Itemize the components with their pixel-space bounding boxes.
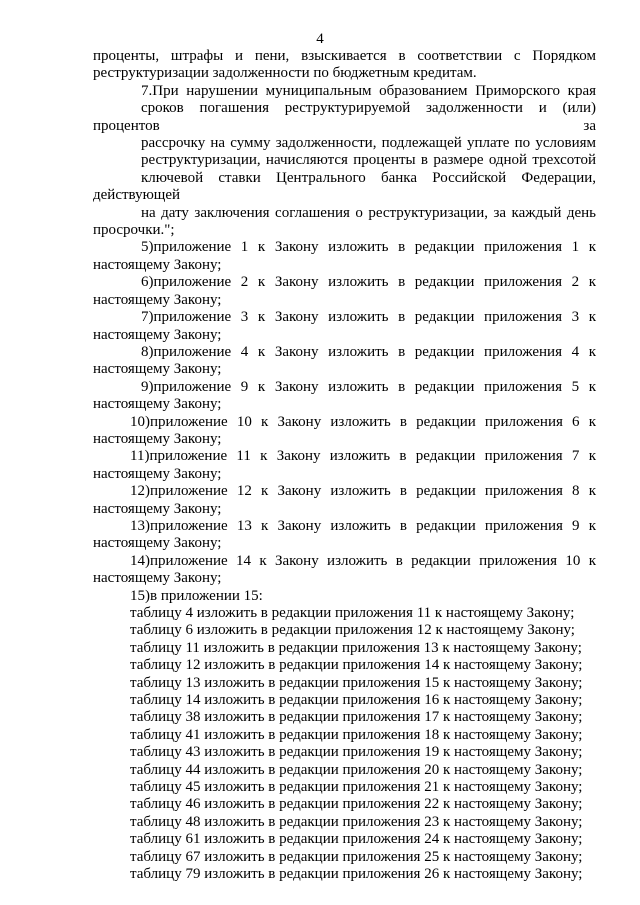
list-item: таблицу 12 изложить в редакции приложения 14 к настоящему Закону; [130, 657, 583, 674]
text-line: настоящему Закону; [93, 535, 222, 552]
text-line: настоящему Закону; [93, 326, 222, 343]
list-item [93, 414, 596, 449]
list-item: таблицу 79 изложить в редакции приложения 26 к настоящему Закону; [130, 866, 583, 883]
list-item [93, 448, 596, 483]
text-line: на дату заключения соглашения о реструктуризации, за каждый день [141, 204, 596, 221]
text-line: рассрочку на сумму задолженности, подлежащей уплате по условиям [141, 135, 596, 152]
text-line: настоящему Закону; [93, 570, 222, 587]
document-body [93, 48, 596, 884]
list-item: таблицу 67 изложить в редакции приложения 25 к настоящему Закону; [130, 848, 583, 865]
text-line: настоящему Закону; [93, 361, 222, 378]
list-item [93, 239, 596, 274]
text-line: 7.При нарушении муниципальным образованием Приморского края [141, 82, 596, 99]
text-line: 13)приложение 13 к Закону изложить в редакции приложения 9 к [130, 517, 596, 534]
list-item: таблицу 61 изложить в редакции приложения 24 к настоящему Закону; [130, 831, 583, 848]
page-number: 4 [316, 31, 324, 47]
text-line: 10)приложение 10 к Закону изложить в редакции приложения 6 к [130, 413, 596, 430]
list-item: таблицу 45 изложить в редакции приложения 21 к настоящему Закону; [130, 779, 583, 796]
text-line: настоящему Закону; [93, 500, 222, 517]
list-item: таблицу 13 изложить в редакции приложения 15 к настоящему Закону; [130, 674, 583, 691]
table-list [93, 605, 596, 884]
intro-paragraph [93, 48, 596, 83]
appendix-15-heading: 15)в приложении 15: [130, 587, 263, 604]
text-line: настоящему Закону; [93, 291, 222, 308]
text-line: просрочки."; [93, 222, 175, 239]
list-item: таблицу 46 изложить в редакции приложения 22 к настоящему Закону; [130, 796, 583, 813]
text-line: настоящему Закону; [93, 465, 222, 482]
text-line: 12)приложение 12 к Закону изложить в редакции приложения 8 к [130, 483, 596, 500]
text-line: 9)приложение 9 к Закону изложить в редакции приложения 5 к [141, 378, 596, 395]
text-line: 14)приложение 14 к Закону изложить в редакции приложения 10 к [130, 552, 596, 569]
list-item [93, 553, 596, 588]
list-item [93, 274, 596, 309]
text-line: настоящему Закону; [93, 256, 222, 273]
list-item: таблицу 11 изложить в редакции приложения 13 к настоящему Закону; [130, 639, 582, 656]
text-line: ключевой ставки Центрального банка Российской Федерации, действующей [93, 169, 596, 204]
text-line: настоящему Закону; [93, 430, 222, 447]
list-item [93, 379, 596, 414]
text-line: 7)приложение 3 к Закону изложить в редакции приложения 3 к [141, 309, 596, 326]
list-item [93, 344, 596, 379]
text-line: 5)приложение 1 к Закону изложить в редакции приложения 1 к [141, 239, 596, 256]
list-item: таблицу 4 изложить в редакции приложения 11 к настоящему Закону; [130, 605, 575, 621]
text-line: 11)приложение 11 к Закону изложить в редакции приложения 7 к [130, 448, 596, 465]
list-item: таблицу 43 изложить в редакции приложения 19 к настоящему Закону; [130, 744, 583, 761]
text-line: проценты, штрафы и пени, взыскивается в соответствии с Порядком [93, 48, 596, 64]
point-7-paragraph [93, 83, 596, 240]
text-line: реструктуризации, начисляются проценты в размере одной трехсотой [141, 152, 596, 169]
list-item: таблицу 6 изложить в редакции приложения 12 к настоящему Закону; [130, 622, 575, 639]
list-item: таблицу 41 изложить в редакции приложения 18 к настоящему Закону; [130, 726, 583, 743]
text-line: сроков погашения реструктурируемой задолженности и (или) процентов за [93, 100, 596, 134]
text-line: 6)приложение 2 к Закону изложить в редакции приложения 2 к [141, 274, 596, 291]
list-item: таблицу 14 изложить в редакции приложения 16 к настоящему Закону; [130, 692, 583, 709]
list-item: таблицу 44 изложить в редакции приложения 20 к настоящему Закону; [130, 761, 583, 778]
text-line: 8)приложение 4 к Закону изложить в редакции приложения 4 к [141, 343, 596, 360]
list-item [93, 518, 596, 553]
text-line: реструктуризации задолженности по бюджетным кредитам. [93, 65, 477, 82]
list-item [93, 309, 596, 344]
list-item [93, 483, 596, 518]
amendment-list [93, 239, 596, 587]
list-item: таблицу 48 изложить в редакции приложения 23 к настоящему Закону; [130, 813, 583, 830]
list-item: таблицу 38 изложить в редакции приложения 17 к настоящему Закону; [130, 709, 583, 726]
text-line: настоящему Закону; [93, 396, 222, 413]
